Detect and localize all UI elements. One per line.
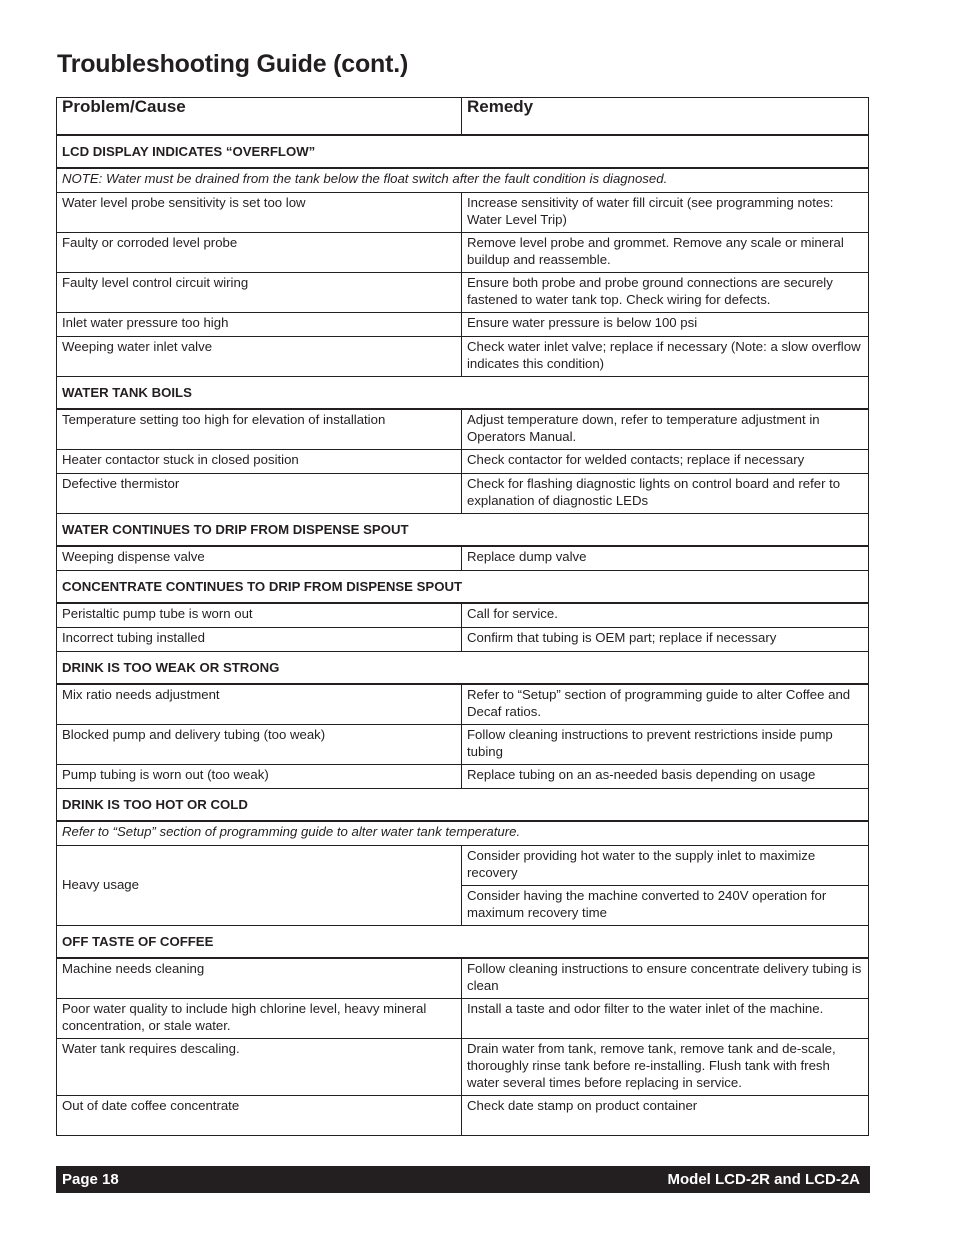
page-footer [56,1166,870,1193]
section-heading-row [57,514,869,547]
table-header-row [57,98,869,136]
section-heading-row [57,377,869,410]
page-number: Page 18 [62,1171,119,1188]
remedy-cell: Refer to “Setup” section of programming guide to alter Coffee and Decaf ratios. [462,684,869,725]
remedy-cell: Check contactor for welded contacts; replace if necessary [462,450,869,474]
section-note-hot-cold: Refer to “Setup” section of programming guide to alter water tank temperature. [57,821,869,846]
table-row [57,273,869,313]
problem-cell: Pump tubing is worn out (too weak) [57,765,462,789]
problem-cell: Defective thermistor [57,474,462,514]
table-row [57,546,869,571]
table-row [57,684,869,725]
section-heading-weak-strong: DRINK IS TOO WEAK OR STRONG [57,652,869,685]
remedy-cell: Replace dump valve [462,546,869,571]
problem-cell: Weeping water inlet valve [57,337,462,377]
table-row [57,958,869,999]
remedy-cell: Adjust temperature down, refer to temperature adjustment in Operators Manual. [462,409,869,450]
page-title: Troubleshooting Guide (cont.) [57,50,409,78]
remedy-cell: Increase sensitivity of water fill circuit (see programming notes: Water Level Trip) [462,193,869,233]
table-row [57,628,869,652]
section-heading-concentrate-drip: CONCENTRATE CONTINUES TO DRIP FROM DISPENSE SPOUT [57,571,869,604]
problem-cell: Faulty level control circuit wiring [57,273,462,313]
section-heading-row [57,926,869,959]
model-name: Model LCD-2R and LCD-2A [667,1171,860,1188]
section-heading-overflow: LCD DISPLAY INDICATES “OVERFLOW” [57,135,869,168]
table-row [57,725,869,765]
table-row [57,999,869,1039]
problem-cell: Incorrect tubing installed [57,628,462,652]
section-heading-water-drip: WATER CONTINUES TO DRIP FROM DISPENSE SPOUT [57,514,869,547]
table-row [57,1039,869,1096]
section-heading-off-taste: OFF TASTE OF COFFEE [57,926,869,959]
problem-cell: Water tank requires descaling. [57,1039,462,1096]
remedy-cell: Check for flashing diagnostic lights on control board and refer to explanation of diagnostic LEDs [462,474,869,514]
table-row [57,409,869,450]
problem-cell: Blocked pump and delivery tubing (too weak) [57,725,462,765]
problem-cause-header: Problem/Cause [57,98,462,136]
remedy-cell: Check date stamp on product container [462,1096,869,1136]
remedy-cell: Drain water from tank, remove tank, remove tank and de-scale, thoroughly rinse tank before re-installing. Flush tank with fresh water several times before replacing in service. [462,1039,869,1096]
table-row [57,765,869,789]
remedy-cell: Confirm that tubing is OEM part; replace if necessary [462,628,869,652]
problem-cell: Inlet water pressure too high [57,313,462,337]
remedy-header: Remedy [462,98,869,136]
problem-cell: Weeping dispense valve [57,546,462,571]
table-row [57,603,869,628]
section-note-row [57,168,869,193]
problem-cell: Heavy usage [57,846,462,926]
table-row [57,193,869,233]
table-row [57,313,869,337]
remedy-cell: Replace tubing on an as-needed basis depending on usage [462,765,869,789]
problem-cell: Faulty or corroded level probe [57,233,462,273]
remedy-cell: Follow cleaning instructions to ensure concentrate delivery tubing is clean [462,958,869,999]
problem-cell: Poor water quality to include high chlorine level, heavy mineral concentration, or stale water. [57,999,462,1039]
section-note-row [57,821,869,846]
table-row [57,450,869,474]
troubleshooting-table [56,97,869,1136]
problem-cell: Heater contactor stuck in closed position [57,450,462,474]
problem-cell: Out of date coffee concentrate [57,1096,462,1136]
remedy-cell: Consider providing hot water to the supply inlet to maximize recovery [462,846,869,886]
section-note-overflow: NOTE: Water must be drained from the tank below the float switch after the fault condition is diagnosed. [57,168,869,193]
table-row [57,474,869,514]
problem-cell: Temperature setting too high for elevation of installation [57,409,462,450]
remedy-cell: Install a taste and odor filter to the water inlet of the machine. [462,999,869,1039]
section-heading-row [57,789,869,822]
problem-cell: Machine needs cleaning [57,958,462,999]
table-row [57,1096,869,1136]
section-heading-row [57,571,869,604]
section-heading-hot-cold: DRINK IS TOO HOT OR COLD [57,789,869,822]
remedy-cell: Consider having the machine converted to 240V operation for maximum recovery time [462,886,869,926]
remedy-cell: Ensure water pressure is below 100 psi [462,313,869,337]
problem-cell: Water level probe sensitivity is set too low [57,193,462,233]
remedy-cell: Follow cleaning instructions to prevent restrictions inside pump tubing [462,725,869,765]
section-heading-tank-boils: WATER TANK BOILS [57,377,869,410]
remedy-cell: Call for service. [462,603,869,628]
remedy-cell: Ensure both probe and probe ground connections are securely fastened to water tank top. Check wiring for defects. [462,273,869,313]
section-heading-row [57,652,869,685]
table-row [57,846,869,886]
remedy-cell: Check water inlet valve; replace if necessary (Note: a slow overflow indicates this condition) [462,337,869,377]
problem-cell: Peristaltic pump tube is worn out [57,603,462,628]
table-row [57,233,869,273]
table-row [57,337,869,377]
remedy-cell: Remove level probe and grommet. Remove any scale or mineral buildup and reassemble. [462,233,869,273]
problem-cell: Mix ratio needs adjustment [57,684,462,725]
section-heading-row [57,135,869,168]
